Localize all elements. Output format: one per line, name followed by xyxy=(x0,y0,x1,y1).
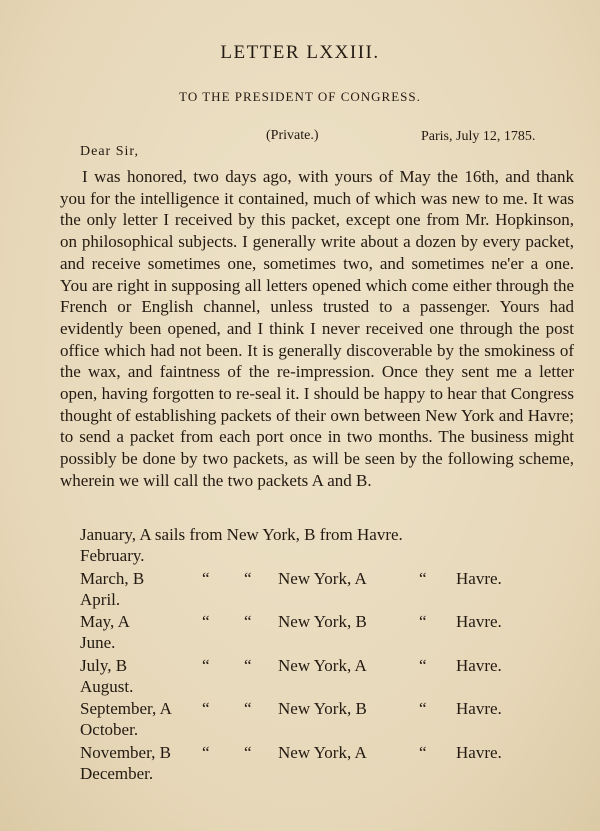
body-paragraph: I was honored, two days ago, with yours of May the 16th, and thank you for the intelligence it contained, much of which was new to me. It was the only letter I received by this packet, except one from Mr. Hopkinson, on philosophical subjects. I generally write about a dozen by every packet, and receive sometimes one, sometimes two, and sometimes ne'er a one. You are right in supposing all letters opened which come either through the French or English channel, unless trusted to a passenger. Yours had evidently been opened, and I think I never received one through the post office which had not been. It is generally discoverable by the smokiness of the wax, and faintness of the re-impression. Once they sent me a letter open, having forgotten to re-seal it. I should be happy to hear that Congress thought of establishing packets of their own between New York and Havre; to send a packet from each port once in two months. The business might possibly be done by two packets, as will be seen by the following scheme, wherein we will call the two packets A and B. xyxy=(60,167,574,490)
ditto-mark: “ xyxy=(202,655,210,675)
schedule-row xyxy=(80,612,580,656)
schedule-row xyxy=(80,743,580,787)
schedule-origin: New York, B xyxy=(278,699,367,719)
schedule-origin: New York, B xyxy=(278,612,367,632)
schedule-month: September, A xyxy=(80,699,172,719)
schedule-month: March, B xyxy=(80,568,145,588)
schedule-month: May, A xyxy=(80,612,130,632)
schedule-month: July, B xyxy=(80,655,128,675)
schedule-destination: Havre. xyxy=(456,655,502,675)
schedule-next-month: June. xyxy=(80,633,116,653)
schedule-next-month: December. xyxy=(80,763,154,783)
schedule-destination: Havre. xyxy=(456,612,502,632)
ditto-mark: “ xyxy=(419,612,427,632)
schedule-origin: New York, A xyxy=(278,742,367,762)
schedule-next-month: February. xyxy=(80,546,145,565)
letter-body xyxy=(60,166,574,492)
ditto-mark: “ xyxy=(419,699,427,719)
schedule-origin: New York, A xyxy=(278,568,367,588)
salutation: Dear Sir, xyxy=(80,144,139,159)
private-note: (Private.) xyxy=(266,128,319,143)
schedule-next-month: October. xyxy=(80,720,139,740)
schedule-row xyxy=(80,525,580,569)
schedule-next-month: August. xyxy=(80,676,134,696)
schedule-first-line: January, A sails from New York, B from Havre. xyxy=(80,525,403,544)
dateline: Paris, July 12, 1785. xyxy=(421,129,536,144)
ditto-mark: “ xyxy=(419,568,427,588)
schedule-destination: Havre. xyxy=(456,699,502,719)
packet-schedule xyxy=(80,525,580,787)
ditto-mark: “ xyxy=(244,655,252,675)
schedule-origin: New York, A xyxy=(278,655,367,675)
schedule-row xyxy=(80,656,580,700)
ditto-mark: “ xyxy=(244,612,252,632)
letter-addressee: TO THE PRESIDENT OF CONGRESS. xyxy=(179,89,421,104)
letter-title: LETTER LXXIII. xyxy=(220,42,380,63)
ditto-mark: “ xyxy=(244,568,252,588)
schedule-month: November, B xyxy=(80,742,171,762)
ditto-mark: “ xyxy=(202,699,210,719)
ditto-mark: “ xyxy=(202,742,210,762)
schedule-row xyxy=(80,699,580,743)
ditto-mark: “ xyxy=(419,742,427,762)
ditto-mark: “ xyxy=(244,699,252,719)
ditto-mark: “ xyxy=(244,742,252,762)
ditto-mark: “ xyxy=(419,655,427,675)
schedule-destination: Havre. xyxy=(456,568,502,588)
schedule-next-month: April. xyxy=(80,589,121,609)
schedule-destination: Havre. xyxy=(456,742,502,762)
ditto-mark: “ xyxy=(202,568,210,588)
ditto-mark: “ xyxy=(202,612,210,632)
schedule-row xyxy=(80,569,580,613)
